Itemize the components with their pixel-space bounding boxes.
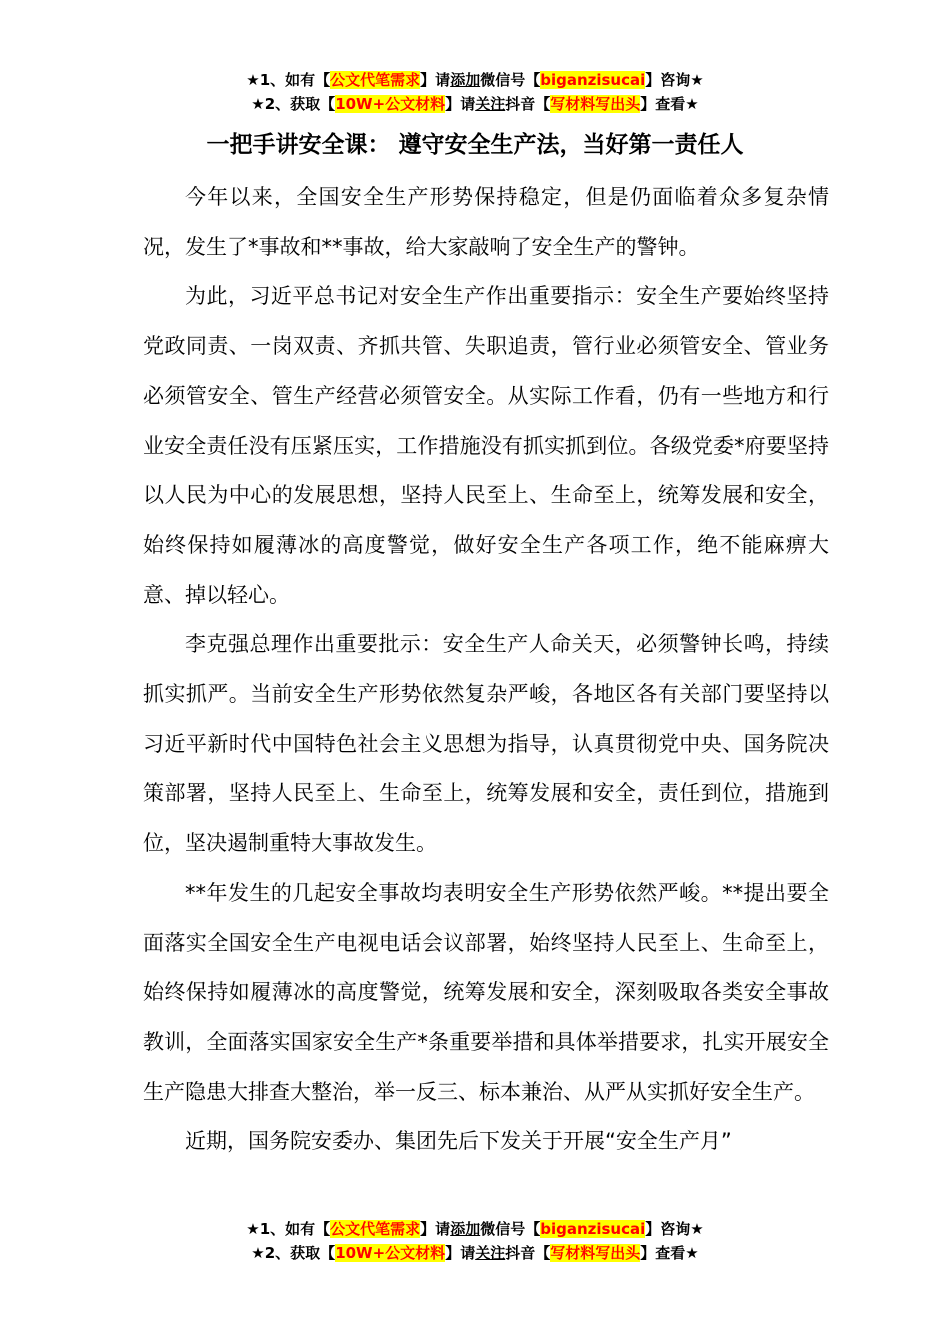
banner-underlined: 添加 bbox=[450, 1220, 481, 1238]
banner-highlight: biganzisucai bbox=[540, 71, 646, 89]
header-banner bbox=[0, 68, 950, 116]
banner-text: 微信号【 bbox=[480, 71, 541, 89]
banner-line-2 bbox=[0, 1241, 950, 1265]
banner-text: ★2、获取【 bbox=[251, 95, 336, 113]
banner-text: 抖音【 bbox=[505, 1244, 551, 1262]
banner-highlight: 10W+公文材料 bbox=[335, 95, 446, 113]
banner-text: 】咨询★ bbox=[645, 71, 704, 89]
banner-text: ★1、如有【 bbox=[246, 71, 331, 89]
banner-highlight: 10W+公文材料 bbox=[335, 1244, 446, 1262]
document-body bbox=[143, 173, 829, 1167]
banner-text: 】咨询★ bbox=[645, 1220, 704, 1238]
paragraph: 为此，习近平总书记对安全生产作出重要指示：安全生产要始终坚持党政同责、一岗双责、齐抓共管、失职追责，管行业必须管安全、管业务必须管安全、管生产经营必须管安全。从实际工作看，仍有一些地方和行业安全责任没有压紧压实，工作措施没有抓实抓到位。各级党委*府要坚持以人民为中心的发展思想，坚持人民至上、生命至上，统筹发展和安全，始终保持如履薄冰的高度警觉，做好安全生产各项工作，绝不能麻痹大意、掉以轻心。 bbox=[143, 284, 829, 607]
banner-underlined: 添加 bbox=[450, 71, 481, 89]
banner-line-1 bbox=[0, 1217, 950, 1241]
paragraph: 今年以来，全国安全生产形势保持稳定，但是仍面临着众多复杂情况，发生了*事故和**事故，给大家敲响了安全生产的警钟。 bbox=[143, 185, 829, 259]
banner-text: ★1、如有【 bbox=[246, 1220, 331, 1238]
banner-line-2 bbox=[0, 92, 950, 116]
banner-text: ★2、获取【 bbox=[251, 1244, 336, 1262]
banner-text: 】请 bbox=[445, 1244, 476, 1262]
document-title: 一把手讲安全课： 遵守安全生产法，当好第一责任人 bbox=[206, 132, 744, 158]
banner-text: 微信号【 bbox=[480, 1220, 541, 1238]
banner-text: 】查看★ bbox=[640, 95, 699, 113]
paragraph: 李克强总理作出重要批示：安全生产人命关天，必须警钟长鸣，持续抓实抓严。当前安全生产形势依然复杂严峻，各地区各有关部门要坚持以习近平新时代中国特色社会主义思想为指导，认真贯彻党中央、国务院决策部署，坚持人民至上、生命至上，统筹发展和安全，责任到位，措施到位，坚决遏制重特大事故发生。 bbox=[143, 632, 829, 856]
banner-text: 】查看★ bbox=[640, 1244, 699, 1262]
banner-text: 】请 bbox=[420, 1220, 451, 1238]
footer-banner bbox=[0, 1217, 950, 1265]
banner-underlined: 关注 bbox=[475, 95, 506, 113]
banner-underlined: 关注 bbox=[475, 1244, 506, 1262]
banner-text: 】请 bbox=[420, 71, 451, 89]
banner-highlight: 写材料写出头 bbox=[550, 1244, 641, 1262]
paragraph: 近期，国务院安委办、集团先后下发关于开展“安全生产月” bbox=[185, 1129, 732, 1154]
banner-highlight: 公文代笔需求 bbox=[330, 71, 421, 89]
banner-text: 】请 bbox=[445, 95, 476, 113]
banner-highlight: 写材料写出头 bbox=[550, 95, 641, 113]
paragraph: **年发生的几起安全事故均表明安全生产形势依然严峻。**提出要全面落实全国安全生产电视电话会议部署，始终坚持人民至上、生命至上，始终保持如履薄冰的高度警觉，统筹发展和安全，深刻吸取各类安全事故教训，全面落实国家安全生产*条重要举措和具体举措要求，扎实开展安全生产隐患大排查大整治，举一反三、标本兼治、从严从实抓好安全生产。 bbox=[143, 880, 829, 1104]
banner-line-1 bbox=[0, 68, 950, 92]
banner-text: 抖音【 bbox=[505, 95, 551, 113]
banner-highlight: 公文代笔需求 bbox=[330, 1220, 421, 1238]
banner-highlight: biganzisucai bbox=[540, 1220, 646, 1238]
